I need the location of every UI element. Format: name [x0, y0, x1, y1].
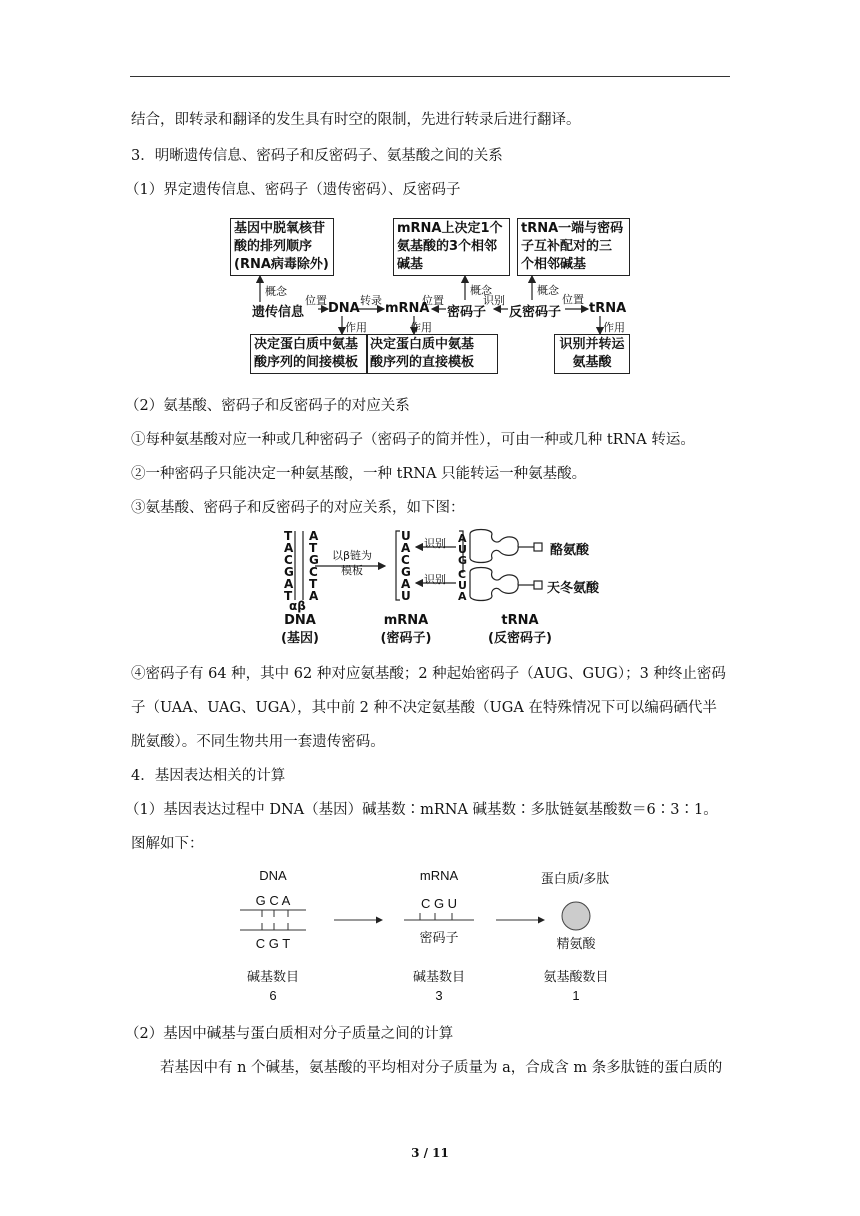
- node-dna: DNA: [328, 301, 360, 316]
- caption-trna: tRNA (反密码子): [488, 613, 552, 646]
- box-anticodon-definition: tRNA一端与密码 子互补配对的三 个相邻碱基: [517, 218, 630, 276]
- count-label-amino-acid: 氨基酸数目: [543, 969, 609, 984]
- paragraph: （1）基因表达过程中 DNA（基因）碱基数∶mRNA 碱基数∶多肽链氨基酸数＝6∶3∶1。: [125, 802, 718, 818]
- box-indirect-template: 决定蛋白质中氨基 酸序列的间接模板: [250, 334, 368, 374]
- subsection-heading: （1）界定遗传信息、密码子（遗传密码）、反密码子: [125, 182, 461, 198]
- count-label-mrna: 碱基数目: [412, 969, 465, 984]
- dna-strand-beta: A T G C T A: [309, 529, 319, 603]
- caption-mrna: mRNA (密码子): [380, 613, 432, 646]
- label-recognize: 识别: [424, 537, 446, 550]
- node-codon: 密码子: [447, 305, 487, 320]
- section-heading: 3．明晰遗传信息、密码子和反密码子、氨基酸之间的关系: [131, 148, 503, 164]
- paragraph: 图解如下：: [131, 836, 204, 852]
- paragraph: 结合，即转录和翻译的发生具有时空的限制，先进行转录后进行翻译。: [131, 112, 581, 128]
- label-position: 位置: [305, 294, 327, 307]
- paragraph: ③氨基酸、密码子和反密码子的对应关系，如下图：: [131, 500, 465, 516]
- dna-top-sequence: G C A: [255, 893, 291, 908]
- node-genetic-info: 遗传信息: [252, 305, 305, 320]
- node-trna: tRNA: [589, 301, 627, 316]
- label-recognize: 识别: [424, 573, 446, 586]
- count-amino-acid: 1: [572, 988, 580, 1003]
- paragraph: ②一种密码子只能决定一种氨基酸，一种 tRNA 只能转运一种氨基酸。: [131, 466, 587, 482]
- box-codon-definition: mRNA上决定1个 氨基酸的3个相邻 碱基: [393, 218, 510, 276]
- dna-bottom-sequence: C G T: [255, 936, 291, 951]
- label-concept: 概念: [265, 285, 287, 298]
- codon-label: 密码子: [419, 930, 459, 945]
- label-position: 位置: [562, 293, 584, 306]
- dna-strand-alpha: T A C G A T: [284, 529, 294, 603]
- mrna-sequence: C G U: [420, 896, 458, 911]
- count-label-dna: 碱基数目: [246, 969, 299, 984]
- amino-acid-label: 精氨酸: [556, 936, 596, 951]
- paragraph: 若基因中有 n 个碱基，氨基酸的平均相对分子质量为 a，合成含 m 条多肽链的蛋白质的: [160, 1060, 723, 1076]
- node-mrna: mRNA: [385, 301, 430, 316]
- paragraph: ①每种氨基酸对应一种或几种密码子（密码子的简并性），可由一种或几种 tRNA 转运。: [131, 432, 695, 448]
- paragraph: ④密码子有 64 种，其中 62 种对应氨基酸；2 种起始密码子（AUG、GUG）；3 种终止密码: [131, 666, 726, 682]
- heading-mrna: mRNA: [419, 868, 459, 883]
- label-recognize: 识别: [483, 294, 505, 307]
- label-role: 作用: [345, 321, 367, 334]
- label-transcribe: 转录: [360, 294, 382, 307]
- subsection-heading: （2）氨基酸、密码子和反密码子的对应关系: [125, 398, 410, 414]
- section-heading: 4．基因表达相关的计算: [131, 768, 286, 784]
- count-mrna: 3: [435, 988, 443, 1003]
- strand-labels: αβ: [289, 599, 306, 613]
- paragraph: 子（UAA、UAG、UGA），其中前 2 种不决定氨基酸（UGA 在特殊情况下可以编码硒代半: [131, 700, 717, 716]
- label-role: 作用: [410, 321, 432, 334]
- trna2-anticodon: C U A: [458, 568, 467, 603]
- heading-dna: DNA: [259, 868, 287, 883]
- page-number: 3 / 11: [411, 1146, 449, 1160]
- template-label: 以β链为 模板: [332, 549, 373, 577]
- trna1-anticodon: A U G: [458, 532, 468, 567]
- paragraph: 胱氨酸）。不同生物共用一套遗传密码。: [131, 734, 385, 750]
- caption-dna: DNA (基因): [281, 613, 319, 646]
- amino-acid-aspartate: 天冬氨酸: [547, 581, 600, 596]
- mrna-strand: U A C G A U: [401, 529, 411, 603]
- label-concept: 概念: [470, 284, 492, 297]
- box-gene-definition: 基因中脱氧核苷 酸的排列顺序 (RNA病毒除外): [230, 218, 334, 276]
- heading-protein: 蛋白质/多肽: [540, 871, 610, 886]
- amino-acid-tyrosine: 酪氨酸: [550, 543, 590, 558]
- amino-acid-circle: [562, 902, 590, 930]
- label-concept: 概念: [537, 284, 559, 297]
- count-dna: 6: [269, 988, 277, 1003]
- label-role: 作用: [603, 321, 625, 334]
- box-trna-role: 识别并转运 氨基酸: [554, 334, 630, 374]
- label-position: 位置: [422, 294, 444, 307]
- subsection-heading: （2）基因中碱基与蛋白质相对分子质量之间的计算: [125, 1026, 454, 1042]
- node-anticodon: 反密码子: [509, 305, 562, 320]
- box-direct-template: 决定蛋白质中氨基 酸序列的直接模板: [366, 334, 498, 374]
